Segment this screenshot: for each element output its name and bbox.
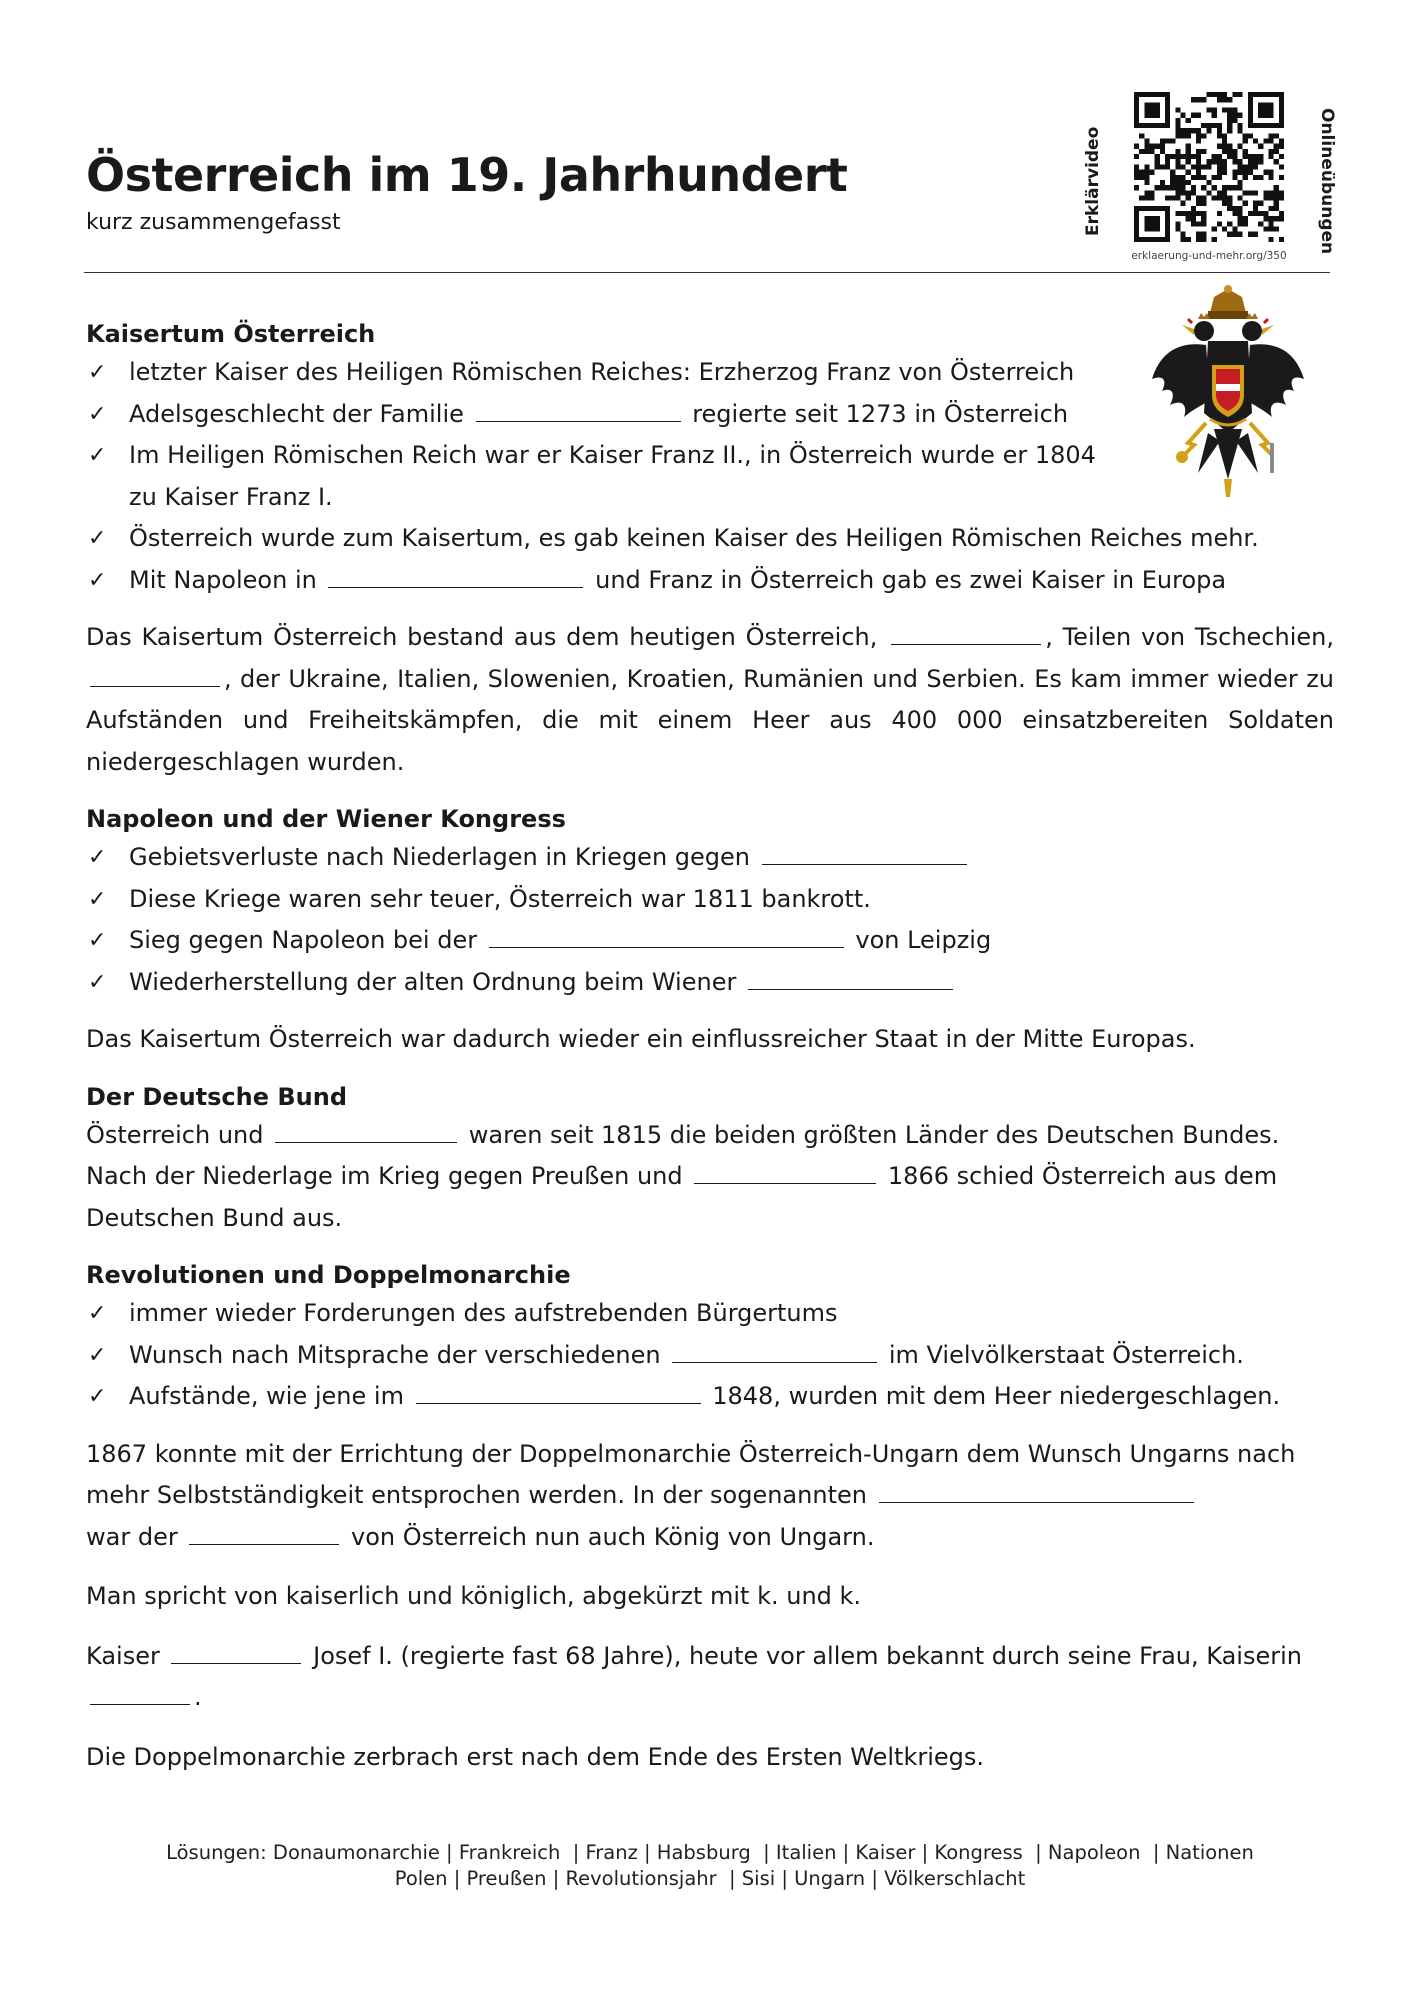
solutions-footer <box>86 1840 1334 1892</box>
qr-label-exercises: Onlineübungen <box>1317 107 1337 255</box>
solutions-line-1: Lösungen: Donaumonarchie | Frankreich | Franz | Habsburg | Italien | Kaiser | Kongress | Napoleon | Nationen <box>166 1841 1254 1864</box>
paragraph-text: war der <box>86 1522 178 1551</box>
blank-field[interactable] <box>694 1161 876 1184</box>
blank-field[interactable] <box>189 1522 339 1545</box>
blank-field[interactable] <box>275 1120 457 1143</box>
list-item <box>86 1335 1334 1377</box>
section-title-bund: Der Deutsche Bund <box>86 1082 348 1111</box>
list-item-text: Mit Napoleon in <box>129 565 317 594</box>
napoleon-list <box>86 837 1334 1003</box>
paragraph-bund <box>86 1115 1334 1240</box>
worksheet-body <box>86 316 1334 1796</box>
header-divider <box>84 272 1330 273</box>
blank-field[interactable] <box>489 925 844 948</box>
list-item <box>86 837 1334 879</box>
paragraph-text: Josef I. (regierte fast 68 Jahre), heute vor allem bekannt durch seine Frau, Kaiserin <box>313 1641 1302 1670</box>
list-item <box>86 435 1334 518</box>
solutions-line-2: Polen | Preußen | Revolutionsjahr | Sisi | Ungarn | Völkerschlacht <box>394 1867 1026 1890</box>
list-item-text: Adelsgeschlecht der Familie <box>129 399 464 428</box>
blank-field[interactable] <box>416 1381 701 1404</box>
blank-field[interactable] <box>476 399 681 422</box>
page-title: Österreich im 19. Jahrhundert <box>86 148 848 202</box>
blank-field[interactable] <box>171 1641 301 1664</box>
list-item <box>86 1293 1334 1335</box>
list-item-text: Gebietsverluste nach Niederlagen in Kriegen gegen <box>129 843 750 871</box>
paragraph-text: von Österreich nun auch König von Ungarn. <box>350 1522 875 1551</box>
list-item-text: und Franz in Österreich gab es zwei Kaiser in Europa <box>595 565 1227 594</box>
list-item <box>86 1376 1334 1418</box>
paragraph-text: Kaiser <box>86 1641 160 1670</box>
blank-field[interactable] <box>90 1682 190 1705</box>
paragraph-text: 1867 konnte mit der Errichtung der Doppelmonarchie Österreich-Ungarn dem Wunsch Ungarns nach mehr Selbstständigkeit entsprochen werden. In der sogenannten <box>86 1439 1296 1509</box>
paragraph-text: , der Ukraine, Italien, Slowenien, Kroatien, Rumänien und Serbien. Es kam immer wieder zu Aufständen und Freiheitskämpfen, die mit einem Heer aus 400 000 einsatzbereiten Soldaten niedergeschlagen wurden. <box>86 664 1334 776</box>
list-item-text: 1848, wurden mit dem Heer niedergeschlagen. <box>712 1382 1281 1410</box>
blank-field[interactable] <box>879 1480 1194 1503</box>
list-item-text: Wiederherstellung der alten Ordnung beim Wiener <box>129 967 737 996</box>
paragraph-napoleon: Das Kaisertum Österreich war dadurch wieder ein einflussreicher Staat in der Mitte Europas. <box>86 1025 1196 1053</box>
list-item <box>86 352 1334 394</box>
section-title-napoleon: Napoleon und der Wiener Kongress <box>86 805 566 833</box>
paragraph-ende: Die Doppelmonarchie zerbrach erst nach dem Ende des Ersten Weltkriegs. <box>86 1742 985 1771</box>
kaisertum-list <box>86 352 1334 601</box>
paragraph-text: Österreich und <box>86 1120 264 1149</box>
list-item <box>86 879 1334 921</box>
list-item <box>86 962 1334 1004</box>
list-item-text: im Vielvölkerstaat Österreich. <box>888 1340 1244 1369</box>
list-item <box>86 920 1334 962</box>
list-item-text: immer wieder Forderungen des aufstrebenden Bürgertums <box>129 1299 838 1327</box>
section-title-kaisertum: Kaisertum Österreich <box>86 320 376 348</box>
qr-block <box>1080 88 1340 268</box>
paragraph-kaiser <box>86 1636 1334 1719</box>
list-item <box>86 394 1334 436</box>
paragraph-text: . <box>194 1683 202 1711</box>
blank-field[interactable] <box>328 565 583 588</box>
qr-code-icon[interactable] <box>1134 92 1284 242</box>
list-item <box>86 518 1334 560</box>
list-item-text: letzter Kaiser des Heiligen Römischen Reiches: Erzherzog Franz von Österreich <box>129 358 1075 386</box>
paragraph-text: waren seit 1815 die beiden größten Länder des Deutschen Bundes. <box>468 1120 1280 1149</box>
qr-label-video: Erklärvideo <box>1083 126 1103 236</box>
revolution-list <box>86 1293 1334 1418</box>
paragraph-kuk: Man spricht von kaiserlich und königlich, abgekürzt mit k. und k. <box>86 1582 862 1610</box>
blank-field[interactable] <box>762 842 967 865</box>
paragraph-text: , Teilen von Tschechien, <box>1045 623 1334 651</box>
list-item-text: Sieg gegen Napoleon bei der <box>129 926 478 954</box>
paragraph-text: Das Kaisertum Österreich bestand aus dem heutigen Österreich, <box>86 623 878 651</box>
list-item-text: Im Heiligen Römischen Reich war er Kaiser Franz II., in Österreich wurde er 1804 <box>129 441 1096 469</box>
paragraph-text: 1866 schied Österreich aus dem Deutschen Bund aus. <box>86 1162 1278 1232</box>
list-item-text: zu Kaiser Franz I. <box>129 482 333 511</box>
blank-field[interactable] <box>90 664 220 687</box>
list-item-text: Aufstände, wie jene im <box>129 1382 404 1410</box>
blank-field[interactable] <box>891 622 1041 645</box>
paragraph-text: Nach der Niederlage im Krieg gegen Preußen und <box>86 1162 683 1190</box>
blank-field[interactable] <box>672 1340 877 1363</box>
paragraph-kaisertum <box>86 617 1334 783</box>
qr-url: erklaerung-und-mehr.org/350 <box>1131 250 1287 262</box>
page-subtitle: kurz zusammengefasst <box>86 210 341 235</box>
blank-field[interactable] <box>748 967 953 990</box>
list-item-text: regierte seit 1273 in Österreich <box>692 399 1069 428</box>
section-title-revolution: Revolutionen und Doppelmonarchie <box>86 1261 571 1289</box>
list-item-text: von Leipzig <box>855 926 992 954</box>
list-item-text: Diese Kriege waren sehr teuer, Österreich war 1811 bankrott. <box>129 884 871 913</box>
paragraph-doppelmonarchie <box>86 1434 1334 1559</box>
list-item <box>86 560 1334 602</box>
list-item-text: Wunsch nach Mitsprache der verschiedenen <box>129 1340 661 1369</box>
list-item-text: Österreich wurde zum Kaisertum, es gab keinen Kaiser des Heiligen Römischen Reiches mehr. <box>129 524 1259 552</box>
